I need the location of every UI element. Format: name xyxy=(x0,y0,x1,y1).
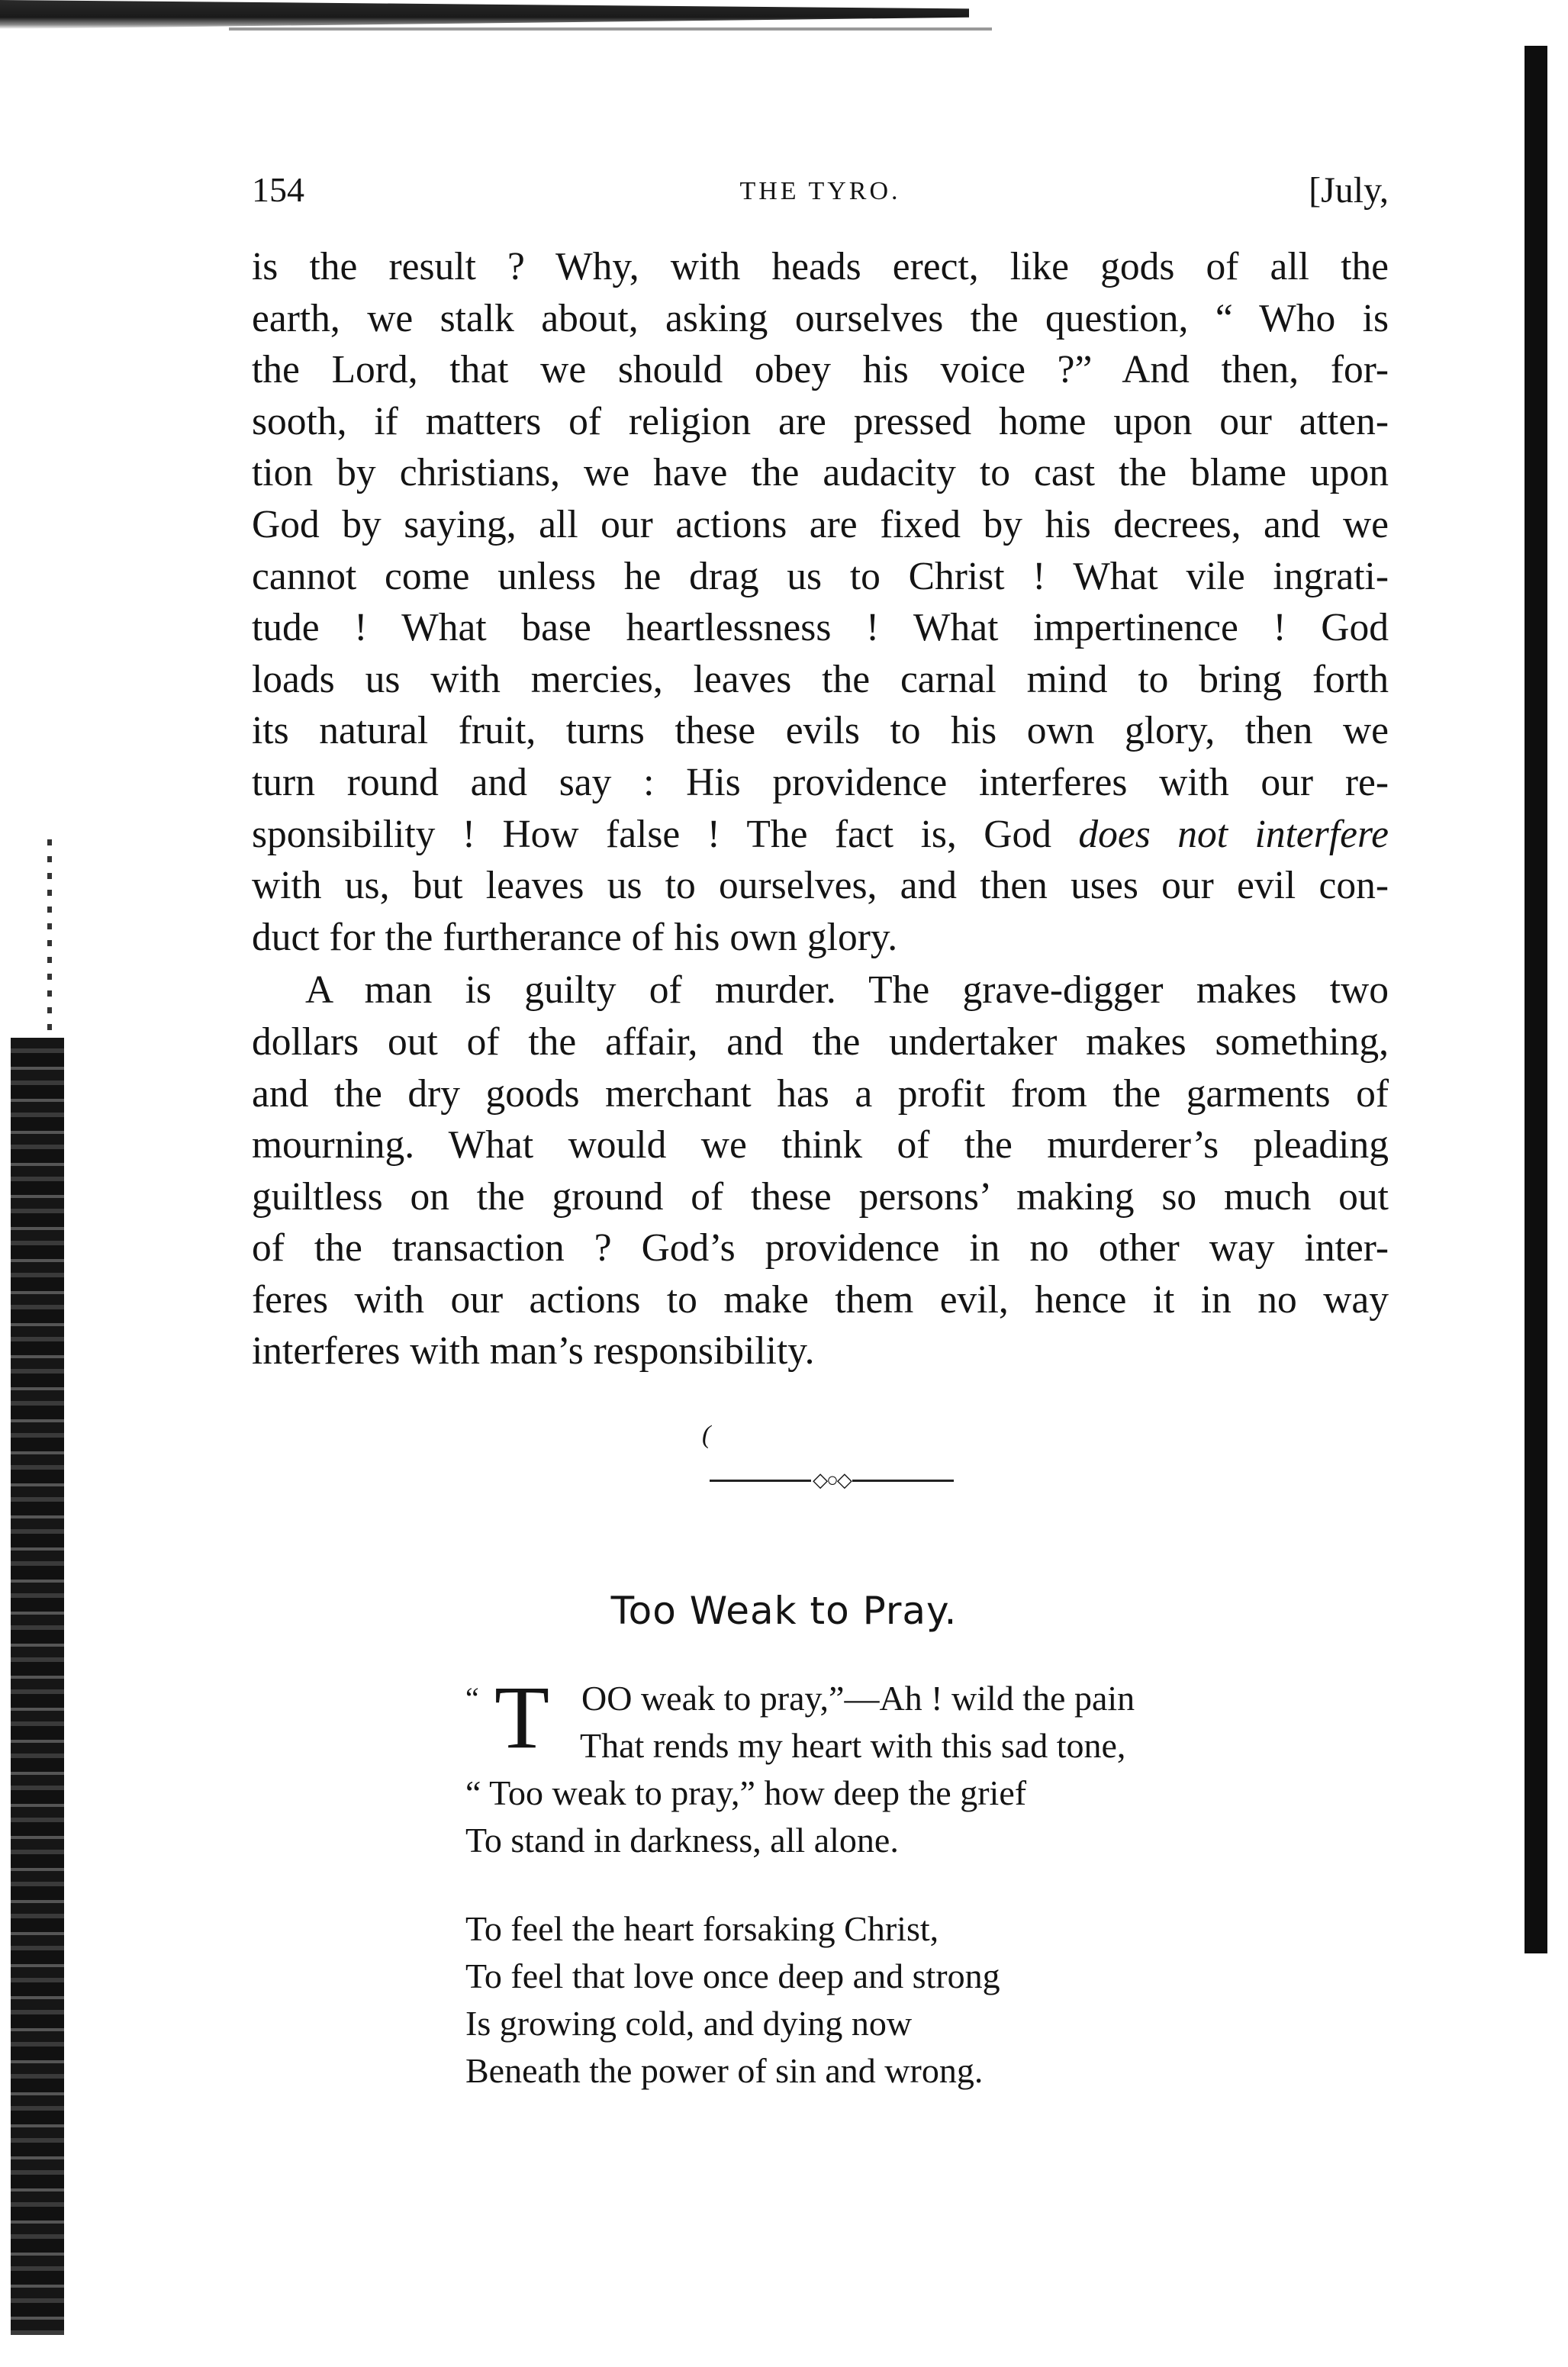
poem-line: Beneath the power of sin and wrong. xyxy=(465,2051,984,2090)
page-header xyxy=(252,169,1389,215)
opening-quote: “ xyxy=(465,1681,479,1715)
stanza xyxy=(465,1667,1381,1864)
text-line: A man is guilty of murder. The grave-digger makes two xyxy=(305,968,1389,1013)
poem-line-text: OO weak to pray,”—Ah ! wild the pain xyxy=(581,1679,1135,1718)
text-line: with us, but leaves us to ourselves, and then uses our evil con- xyxy=(252,864,1389,908)
text-line: cannot come unless he drag us to Christ ! What vile ingrati- xyxy=(252,554,1389,598)
text-line: sooth, if matters of religion are pressed home upon our atten- xyxy=(252,399,1389,443)
text-line: dollars out of the affair, and the undertaker makes something, xyxy=(252,1019,1389,1064)
poem-line: That rends my heart with this sad tone, xyxy=(580,1726,1126,1765)
text-line: loads us with mercies, leaves the carnal mind to bring forth xyxy=(252,657,1389,701)
ornament-rule-left xyxy=(710,1480,811,1482)
stanza xyxy=(465,1905,1381,2095)
text-line: duct for the furtherance of his own glory. xyxy=(252,915,898,959)
drop-cap: T xyxy=(494,1667,550,1767)
scan-artifact-right-edge xyxy=(1525,46,1547,1953)
section-ornament xyxy=(710,1471,954,1489)
text-line: feres with our actions to make them evil, hence it in no way xyxy=(252,1277,1389,1322)
text-line: tion by christians, we have the audacity to cast the blame upon xyxy=(252,451,1389,495)
emphasis: does not interfere xyxy=(1078,812,1389,856)
text-line: God by saying, all our actions are fixed by his decrees, and we xyxy=(252,502,1389,546)
poem-line: “ Too weak to pray,” how deep the grief xyxy=(465,1773,1027,1812)
text-line: of the transaction ? God’s providence in no other way inter- xyxy=(252,1226,1389,1270)
text-line: mourning. What would we think of the murderer’s pleading xyxy=(252,1123,1389,1167)
poem-line: To stand in darkness, all alone. xyxy=(465,1821,899,1860)
paragraph xyxy=(252,965,1389,1377)
running-date: [July, xyxy=(1309,170,1389,211)
poem-body xyxy=(465,1667,1381,2095)
text-line: is the result ? Why, with heads erect, like gods of all the xyxy=(252,245,1389,288)
prose-body xyxy=(252,241,1389,1377)
poem-line: Is growing cold, and dying now xyxy=(465,2004,913,2043)
text-line: its natural fruit, turns these evils to his own glory, then we xyxy=(252,709,1389,753)
ornament-glyph: ◇○◇ xyxy=(813,1469,851,1491)
text-line: and the dry goods merchant has a profit from the garments of xyxy=(252,1071,1389,1116)
text-line: earth, we stalk about, asking ourselves the question, “ Who is xyxy=(252,296,1389,340)
text-line: guiltless on the ground of these persons’ making so much out xyxy=(252,1174,1389,1219)
text-line: interferes with man’s responsibility. xyxy=(252,1329,815,1374)
poem-title: Too Weak to Pray. xyxy=(610,1589,958,1633)
text-line: sponsibility ! How false ! The fact is, God does not interfere xyxy=(252,812,1389,856)
stray-mark: ( xyxy=(702,1421,711,1449)
ornament-rule-right xyxy=(852,1480,954,1482)
text-line: turn round and say : His providence interferes with our re- xyxy=(252,760,1389,804)
scan-artifact-top xyxy=(0,0,969,29)
poem-line: To feel the heart forsaking Christ, xyxy=(465,1909,939,1948)
scan-artifact-left-edge xyxy=(11,1038,64,2335)
page-number: 154 xyxy=(252,170,304,209)
paragraph xyxy=(252,241,1389,963)
running-title: THE TYRO. xyxy=(739,177,901,205)
text-line: the Lord, that we should obey his voice ?” And then, for- xyxy=(252,348,1389,392)
poem-line: To feel that love once deep and strong xyxy=(465,1956,1000,1995)
text-line: tude ! What base heartlessness ! What impertinence ! God xyxy=(252,606,1389,650)
scan-artifact-left-specks xyxy=(47,839,52,1038)
scan-artifact-top-line xyxy=(229,27,992,31)
